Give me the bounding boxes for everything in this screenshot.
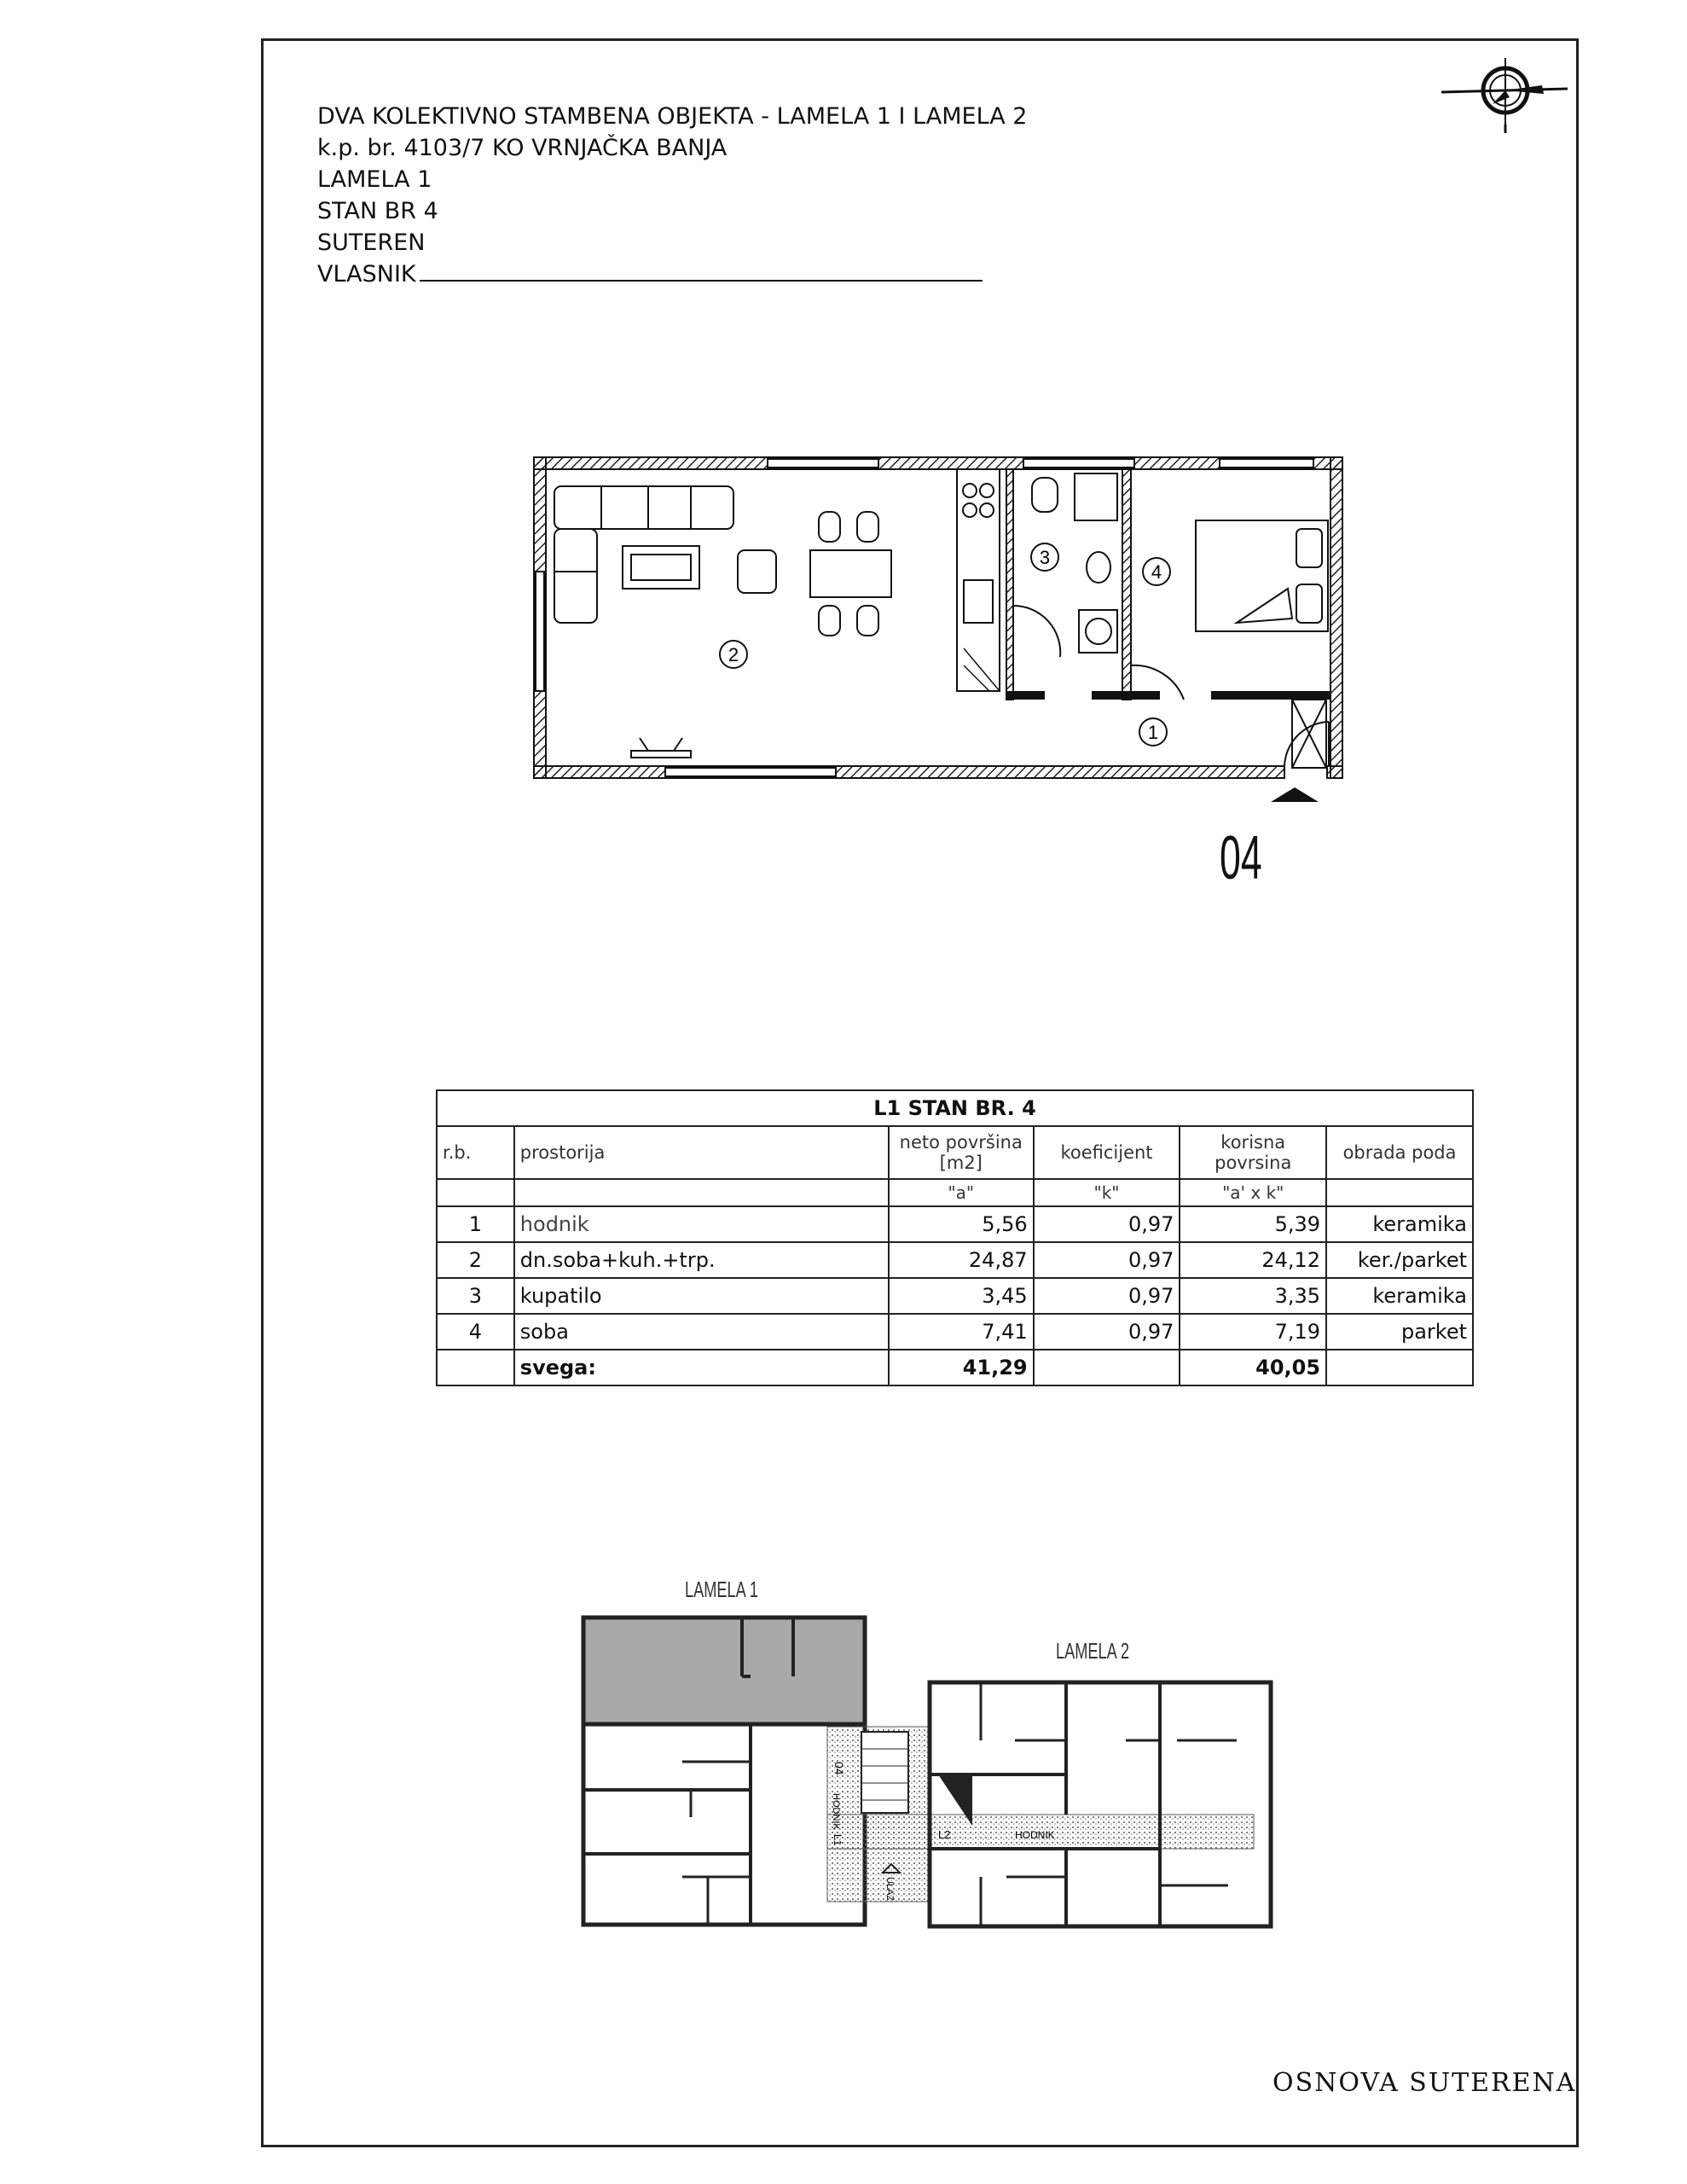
ulaz-label: ULAZ — [884, 1877, 895, 1902]
owner-label: VLASNIK — [317, 261, 416, 288]
col-coef: koeficijent — [1034, 1126, 1180, 1179]
table-title: L1 STAN BR. 4 — [437, 1090, 1473, 1126]
svg-text:2: 2 — [728, 644, 739, 665]
owner-signature-line — [420, 261, 983, 282]
apartment-number: 04 — [1220, 824, 1262, 892]
parcel-info: k.p. br. 4103/7 KO VRNJAČKA BANJA — [317, 135, 728, 161]
lamela1-label: LAMELA 1 — [685, 1577, 759, 1602]
table-title-row — [437, 1090, 1473, 1126]
svg-text:4: 4 — [1151, 561, 1162, 583]
l2-label: L2 — [938, 1828, 951, 1841]
col-floor: obrada poda — [1326, 1126, 1473, 1179]
hodnik-label-l2: HODNIK — [1015, 1829, 1055, 1841]
col-room: prostorija — [514, 1126, 889, 1179]
lamela-label: LAMELA 1 — [317, 166, 432, 193]
room-area-table — [436, 1089, 1474, 1386]
lamela2-label: LAMELA 2 — [1056, 1638, 1130, 1664]
owner-row — [317, 258, 1027, 290]
floor-label: SUTEREN — [317, 229, 426, 256]
room-marker-1 — [1139, 718, 1167, 746]
sub-coef: "k" — [1034, 1179, 1180, 1206]
room-marker-3 — [1031, 543, 1058, 571]
drawing-title: OSNOVA SUTERENA — [1272, 2068, 1577, 2098]
col-rb: r.b. — [437, 1126, 514, 1179]
col-net-area: neto površina [m2] — [889, 1126, 1034, 1179]
l1-label: L1 — [832, 1834, 844, 1846]
table-row: 1 hodnik 5,56 0,97 5,39 keramika — [437, 1206, 1473, 1242]
sub-usable: "a' x k" — [1180, 1179, 1326, 1206]
entrance-arrow-icon — [1271, 787, 1319, 802]
north-arrow-icon — [1441, 51, 1569, 136]
total-net: 41,29 — [889, 1350, 1034, 1385]
marker-04: 04 — [832, 1762, 846, 1775]
apartment-floor-plan — [529, 452, 1348, 802]
room-marker-2 — [720, 641, 747, 668]
table-row: 2 dn.soba+kuh.+trp. 24,87 0,97 24,12 ker./parket — [437, 1242, 1473, 1278]
table-subheader-row — [437, 1179, 1473, 1206]
project-title: DVA KOLEKTIVNO STAMBENA OBJEKTA - LAMELA 1 I LAMELA 2 — [317, 103, 1028, 130]
room-marker-4 — [1143, 558, 1170, 585]
table-row: 4 soba 7,41 0,97 7,19 parket — [437, 1314, 1473, 1350]
hodnik-label-l1: HODNIK — [831, 1793, 841, 1830]
key-site-plan — [580, 1570, 1279, 1945]
table-total-row — [437, 1350, 1473, 1385]
sub-net: "a" — [889, 1179, 1034, 1206]
header-block — [317, 101, 1027, 290]
total-label: svega: — [514, 1350, 889, 1385]
svg-text:3: 3 — [1039, 547, 1051, 568]
table-header-row — [437, 1126, 1473, 1179]
svg-text:1: 1 — [1147, 722, 1159, 743]
table-row: 3 kupatilo 3,45 0,97 3,35 keramika — [437, 1278, 1473, 1314]
apartment-label: STAN BR 4 — [317, 198, 438, 224]
col-usable: korisna povrsina — [1180, 1126, 1326, 1179]
total-usable: 40,05 — [1180, 1350, 1326, 1385]
highlighted-apartment — [583, 1618, 865, 1724]
